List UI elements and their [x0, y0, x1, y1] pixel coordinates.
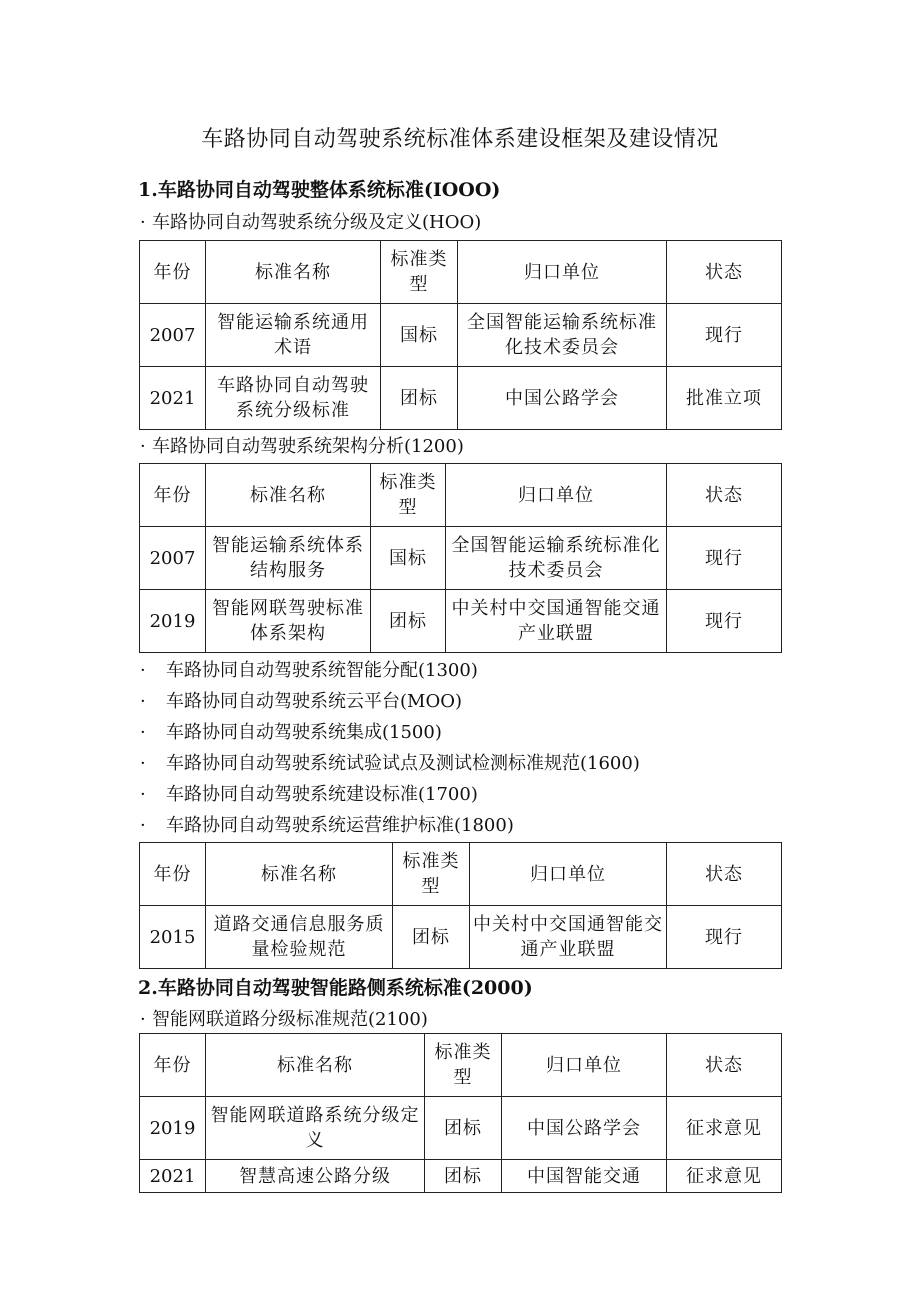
section-1-heading: 1.车路协同自动驾驶整体系统标准(IOOO)	[138, 179, 501, 201]
cell-unit: 全国智能运输系统标准化技术委员会	[446, 527, 667, 590]
document-title: 车路协同自动驾驶系统标准体系建设框架及建设情况	[201, 127, 719, 152]
col-header-type: 标准类型	[393, 843, 470, 906]
col-header-unit: 归口单位	[502, 1034, 667, 1097]
cell-name: 道路交通信息服务质量检验规范	[206, 906, 393, 969]
table-row	[140, 1160, 782, 1193]
bullet-glyph: ·	[140, 753, 146, 774]
list-item-text: 车路协同自动驾驶系统建设标准(1700)	[166, 784, 478, 805]
col-header-unit: 归口单位	[446, 464, 667, 527]
col-header-year: 年份	[140, 464, 206, 527]
bullet-glyph: ·	[140, 212, 146, 233]
bullet-glyph: ·	[140, 1009, 146, 1030]
col-header-unit: 归口单位	[470, 843, 667, 906]
col-header-status: 状态	[667, 241, 782, 304]
cell-name: 智能运输系统通用术语	[206, 304, 381, 367]
cell-year: 2007	[140, 304, 206, 367]
col-header-type: 标准类型	[425, 1034, 502, 1097]
cell-type: 团标	[371, 590, 446, 653]
cell-status: 现行	[667, 590, 782, 653]
cell-name: 智能运输系统体系结构服务	[206, 527, 371, 590]
bullet-glyph: ·	[140, 815, 146, 836]
col-header-status: 状态	[667, 464, 782, 527]
table-header-row	[140, 464, 782, 527]
cell-year: 2021	[140, 1160, 206, 1193]
table-row	[140, 527, 782, 590]
col-header-year: 年份	[140, 843, 206, 906]
table-2-1	[139, 1033, 782, 1193]
list-item	[140, 717, 640, 748]
section-1-sub-2-label	[140, 435, 464, 459]
col-header-name: 标准名称	[206, 464, 371, 527]
bullet-glyph: ·	[140, 722, 146, 743]
cell-year: 2019	[140, 1097, 206, 1160]
cell-status: 现行	[667, 906, 782, 969]
cell-unit: 中关村中交国通智能交通产业联盟	[446, 590, 667, 653]
cell-type: 团标	[425, 1160, 502, 1193]
table-1-1	[139, 240, 782, 430]
col-header-status: 状态	[667, 1034, 782, 1097]
list-item-text: 车路协同自动驾驶系统智能分配(1300)	[166, 660, 478, 681]
col-header-name: 标准名称	[206, 241, 381, 304]
col-header-name: 标准名称	[206, 1034, 425, 1097]
section-1-sub-1-label	[140, 211, 481, 235]
section-1-item-list	[140, 655, 640, 841]
col-header-year: 年份	[140, 1034, 206, 1097]
list-item-text: 车路协同自动驾驶系统集成(1500)	[166, 722, 442, 743]
cell-year: 2007	[140, 527, 206, 590]
list-item-text: 车路协同自动驾驶系统试验试点及测试检测标准规范(1600)	[166, 753, 640, 774]
cell-status: 现行	[667, 304, 782, 367]
cell-name: 智能网联驾驶标准体系架构	[206, 590, 371, 653]
col-header-type: 标准类型	[381, 241, 458, 304]
cell-name: 智慧高速公路分级	[206, 1160, 425, 1193]
col-header-unit: 归口单位	[458, 241, 667, 304]
bullet-glyph: ·	[140, 436, 146, 457]
cell-year: 2015	[140, 906, 206, 969]
table-row	[140, 1097, 782, 1160]
table-row	[140, 590, 782, 653]
section-2-sub-1-label	[140, 1008, 428, 1032]
table-header-row	[140, 843, 782, 906]
cell-year: 2019	[140, 590, 206, 653]
list-item-text: 车路协同自动驾驶系统运营维护标准(1800)	[166, 815, 514, 836]
cell-type: 国标	[381, 304, 458, 367]
subheading-text: 车路协同自动驾驶系统架构分析(1200)	[152, 436, 464, 457]
list-item	[140, 686, 640, 717]
cell-type: 国标	[371, 527, 446, 590]
list-item	[140, 779, 640, 810]
table-header-row	[140, 241, 782, 304]
cell-unit: 中国智能交通	[502, 1160, 667, 1193]
bullet-glyph: ·	[140, 691, 146, 712]
cell-status: 批准立项	[667, 367, 782, 430]
table-1-3	[139, 842, 782, 969]
cell-name: 智能网联道路系统分级定义	[206, 1097, 425, 1160]
bullet-glyph: ·	[140, 660, 146, 681]
cell-unit: 中关村中交国通智能交通产业联盟	[470, 906, 667, 969]
cell-unit: 全国智能运输系统标准化技术委员会	[458, 304, 667, 367]
col-header-year: 年份	[140, 241, 206, 304]
cell-type: 团标	[425, 1097, 502, 1160]
col-header-name: 标准名称	[206, 843, 393, 906]
section-2-heading: 2.车路协同自动驾驶智能路侧系统标准(2000)	[138, 977, 533, 999]
cell-unit: 中国公路学会	[458, 367, 667, 430]
cell-status: 征求意见	[667, 1160, 782, 1193]
subheading-text: 车路协同自动驾驶系统分级及定义(HOO)	[152, 212, 482, 233]
list-item	[140, 810, 640, 841]
cell-status: 征求意见	[667, 1097, 782, 1160]
cell-name: 车路协同自动驾驶系统分级标准	[206, 367, 381, 430]
subheading-text: 智能网联道路分级标准规范(2100)	[152, 1009, 428, 1030]
bullet-glyph: ·	[140, 784, 146, 805]
cell-unit: 中国公路学会	[502, 1097, 667, 1160]
list-item-text: 车路协同自动驾驶系统云平台(MOO)	[166, 691, 462, 712]
table-1-2	[139, 463, 782, 653]
list-item	[140, 748, 640, 779]
cell-status: 现行	[667, 527, 782, 590]
table-row	[140, 367, 782, 430]
col-header-type: 标准类型	[371, 464, 446, 527]
cell-type: 团标	[381, 367, 458, 430]
table-row	[140, 906, 782, 969]
col-header-status: 状态	[667, 843, 782, 906]
table-row	[140, 304, 782, 367]
cell-type: 团标	[393, 906, 470, 969]
table-header-row	[140, 1034, 782, 1097]
cell-year: 2021	[140, 367, 206, 430]
list-item	[140, 655, 640, 686]
